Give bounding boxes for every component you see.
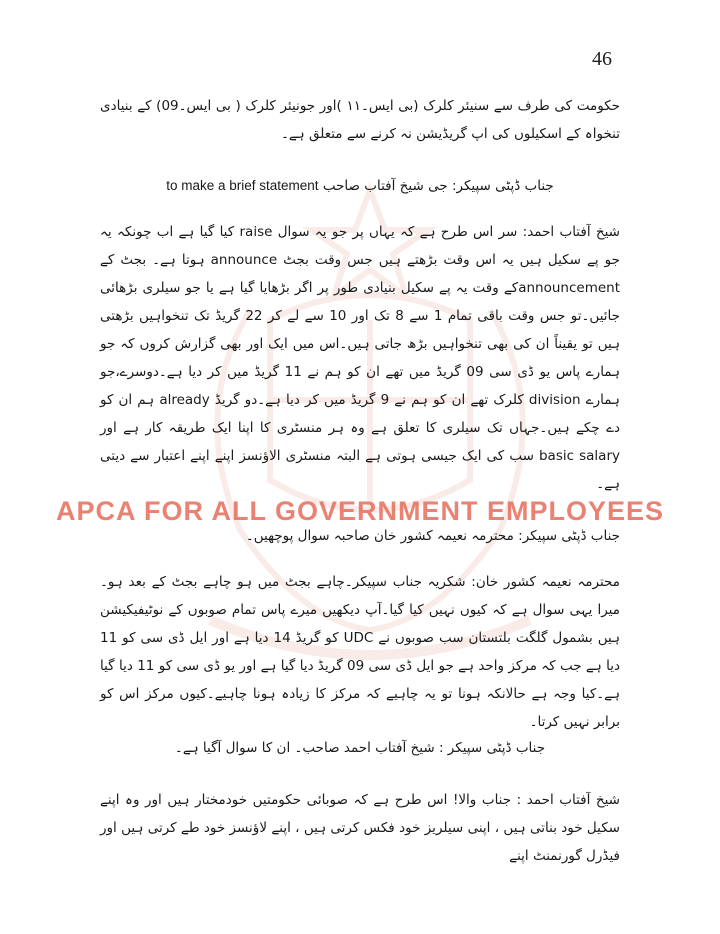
paragraph-deputy-speaker-naeema: جناب ڈپٹی سپیکر: محترمہ نعیمہ کشور خان صاحبہ سوال پوچھیں۔	[245, 528, 620, 544]
paragraph-sheikh-aftab-reply: شیخ آفتاب احمد : جناب والا! اس طرح ہے کہ صوبائی حکومتیں خودمختار ہیں اور وہ اپنے سکیل خود بناتی ہیں ، اپنی سیلریز خود فکس کرتی ہیں ، اپنے لاؤنسز خود طے کرتی ہیں اور فیڈرل گورنمنٹ اپنے	[100, 792, 620, 864]
paragraph-question-context: حکومت کی طرف سے سنیئر کلرک (بی ایس۔١١ )اور جونیئر کلرک ( بی ایس۔09) کے بنیادی تنخواہ کے اسکیلوں کی اپ گریڈیشن نہ کرنے سے متعلق ہے۔	[100, 98, 620, 142]
deputy-speaker-urdu: جناب ڈپٹی سپیکر: جی شیخ آفتاب صاحب	[322, 178, 554, 194]
paragraph-deputy-speaker-aftab: جناب ڈپٹی سپیکر : شیخ آفتاب احمد صاحب۔ ان کا سوال آگیا ہے۔	[174, 740, 546, 756]
paragraph-deputy-speaker-call	[100, 172, 620, 200]
deputy-speaker-english: to make a brief statement	[166, 178, 319, 193]
paragraph-naeema-kishwar: محترمہ نعیمہ کشور خان: شکریہ جناب سپیکر۔چاہے بجٹ میں ہو چاہے بجٹ کے بعد ہو۔میرا یہی سوال ہے کہ کیوں نہیں کیا گیا۔آپ دیکھیں میرے پاس تمام صوبوں کے نوٹیفیکیشن ہیں بشمول گلگت بلتستان سب صوبوں نے UDC کو گریڈ 14 دیا ہے اور ایل ڈی سی کو 11 دیا ہے جب کہ مرکز واحد ہے جو ایل ڈی سی 09 گریڈ دیا گیا ہے اور یو ڈی سی کو 11 دیا گیا ہے۔کیا وجہ ہے حالانکہ ہونا تو یہ چاہیے کہ مرکز کا زیادہ ہونا چاہیے۔کیوں مرکز اس کو برابر نہیں کرتا۔	[100, 574, 620, 730]
paragraph-sheikh-aftab-statement: شیخ آفتاب احمد: سر اس طرح ہے کہ یہاں پر جو یہ سوال raise کیا گیا ہے اب چونکہ یہ جو پے سکیل ہیں یہ اس وقت بڑھتے ہیں جس وقت بجٹ announce ہوتا ہے۔ بجٹ کے announcementکے وقت یہ پے سکیل بنیادی طور پر اگر بڑھایا گیا ہے یا جو سیلری بڑھائی جائیں۔تو جس وقت باقی تمام 1 سے 8 تک اور 10 سے لے کر 22 گریڈ تک تنخواہیں بڑھتی ہیں تو یقیناً ان کی بھی تنخواہیں بڑھ جاتی ہیں۔اس میں ایک اور بھی گزارش کروں کہ جو ہمارے پاس یو ڈی سی 09 گریڈ میں تھے ان کو ہم نے 11 گریڈ میں کر دیا ہے۔دوسرے،جو ہمارے division کلرک تھے ان کو ہم نے 9 گریڈ میں کر دیا ہے۔دو گریڈ already ہم ان کو دے چکے ہیں۔جہاں تک سیلری کا تعلق ہے وہ ہر منسٹری کا اپنا ایک طریقہ کار ہے اور basic salary سب کی ایک جیسی ہوتی ہے البتہ منسٹری الاؤنسز اپنے اپنے اعتبار سے دیتی ہے۔	[100, 224, 621, 492]
page-number: 46	[592, 48, 612, 70]
watermark-banner: APCA FOR ALL GOVERNMENT EMPLOYEES	[55, 496, 665, 526]
